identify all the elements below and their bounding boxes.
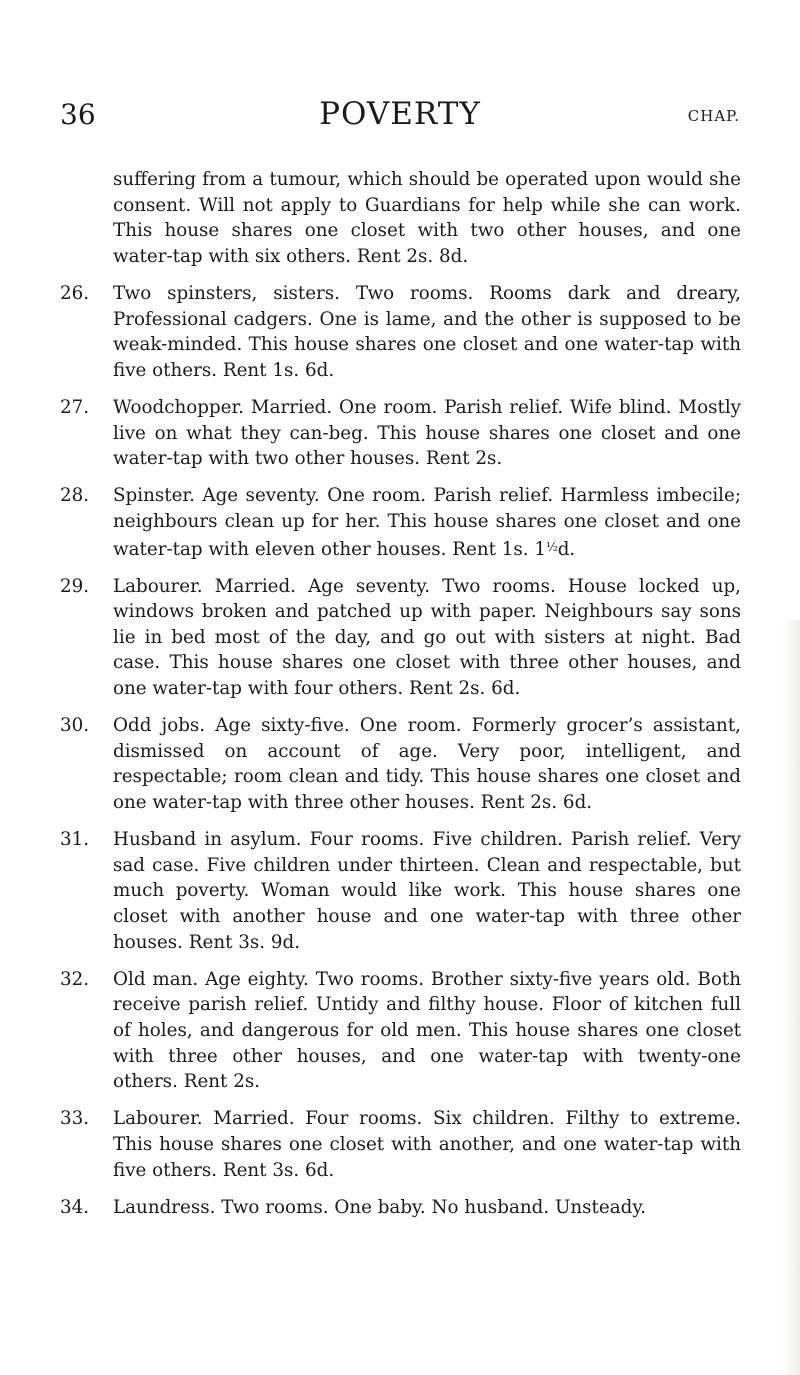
entry-number: 32.: [60, 968, 90, 990]
case-entry-30: [60, 713, 741, 815]
entry-text-end: d.: [557, 538, 576, 560]
entry-number: 34.: [60, 1196, 90, 1218]
page-header: [0, 96, 800, 136]
entry-text: Husband in asylum. Four rooms. Five children. Parish relief. Very sad case. Five children under thirteen. Clean and respectable, but much poverty. Woman would like work. This house shares one closet with another house and one water-tap with three other houses. Rent 3s. 9d.: [113, 829, 741, 953]
entry-number: 33.: [60, 1108, 90, 1130]
entry-text: Labourer. Married. Four rooms. Six children. Filthy to extreme. This house shares one closet with another, and one water-tap with five others. Rent 3s. 6d.: [113, 1108, 741, 1181]
body-text: [60, 167, 741, 1232]
fraction: ½: [546, 539, 558, 554]
entry-number: 28.: [60, 485, 90, 507]
entry-number: 31.: [60, 829, 90, 851]
case-entry-28: [60, 483, 741, 562]
entry-number: 26.: [60, 282, 90, 304]
case-entry-33: [60, 1106, 741, 1183]
entry-text: Odd jobs. Age sixty-five. One room. Formerly grocer’s assistant, dismissed on account of age. Very poor, intelligent, and respectable; room clean and tidy. This house shares one closet and one water-tap with three other houses. Rent 2s. 6d.: [113, 715, 741, 814]
entry-text: Two spinsters, sisters. Two rooms. Rooms dark and dreary, Professional cadgers. One is lame, and the other is supposed to be weak-minded. This house shares one closet and one water-tap with five others. Rent 1s. 6d.: [113, 282, 741, 381]
entry-text: Labourer. Married. Age seventy. Two rooms. House locked up, windows broken and patched up with paper. Neighbours say sons lie in bed most of the day, and go out with sisters at night. Bad case. This house shares one closet with three other houses, and one water-tap with four others. Rent 2s. 6d.: [113, 575, 741, 700]
case-entry-31: [60, 827, 741, 955]
entry-text: Woodchopper. Married. One room. Parish relief. Wife blind. Mostly live on what they can-beg. This house shares one closet and one water-tap with two other houses. Rent 2s.: [113, 396, 741, 470]
running-title: POVERTY: [319, 96, 481, 132]
chapter-label: CHAP.: [687, 107, 740, 125]
continuation-paragraph: suffering from a tumour, which should be operated upon would she consent. Will not apply to Guardians for help while she can work. This house shares one closet with two other houses, and one water-tap with six others. Rent 2s. 8d.: [113, 169, 741, 267]
case-entry-27: [60, 395, 741, 472]
case-entry-29: [60, 574, 741, 702]
entry-number: 27.: [60, 396, 90, 418]
entry-text: Spinster. Age seventy. One room. Parish relief. Harmless imbecile; neighbours clean up for her. This house shares one closet and one water-tap with eleven other houses. Rent 1s. 1: [113, 485, 741, 560]
page-number: 36: [60, 98, 96, 131]
case-entry-32: [60, 967, 741, 1095]
case-entry-26: [60, 281, 741, 383]
entry-number: 30.: [60, 715, 90, 737]
entry-text: Old man. Age eighty. Two rooms. Brother sixty-five years old. Both receive parish relief. Untidy and filthy house. Floor of kitchen full of holes, and dangerous for old men. This house shares one closet with three other houses, and one water-tap with twenty-one others. Rent 2s.: [113, 968, 741, 1093]
page-edge-shadow: [782, 620, 800, 1375]
entry-number: 29.: [60, 575, 90, 597]
entry-text: Laundress. Two rooms. One baby. No husband. Unsteady.: [113, 1196, 647, 1218]
case-entry-34: [60, 1195, 741, 1221]
